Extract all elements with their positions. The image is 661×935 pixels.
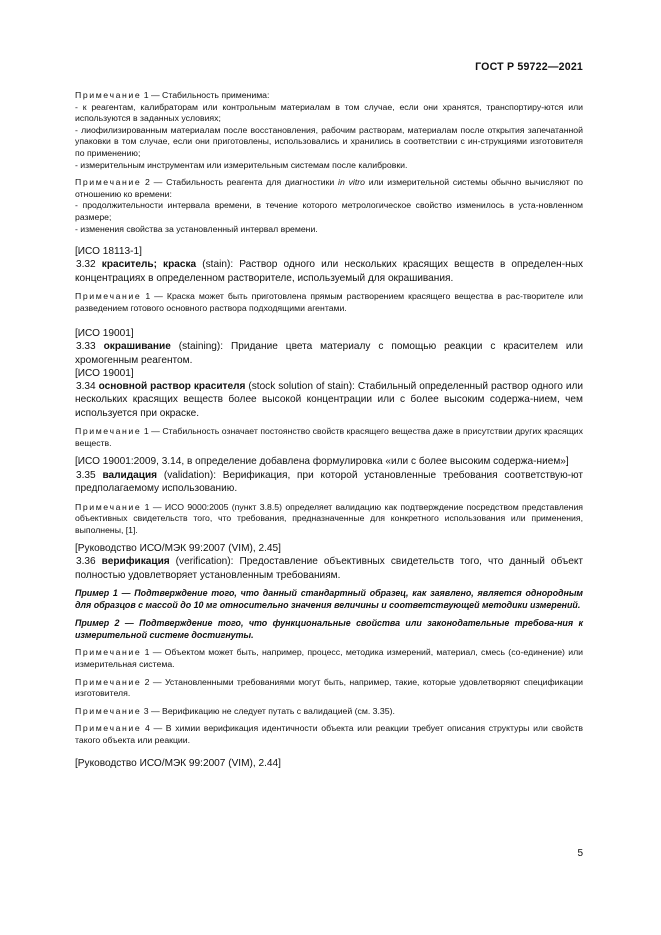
note-text bbox=[75, 647, 583, 670]
entry-number: 3.35 bbox=[76, 469, 96, 481]
note-3-35 bbox=[75, 502, 583, 537]
note-3-36-1 bbox=[75, 647, 583, 670]
entry-number: 3.33 bbox=[76, 341, 96, 353]
example-2: Пример 2 — Подтверждение того, что функциональные свойства или законодательные требова-ния к измерительной системе достигнуты. bbox=[75, 617, 583, 640]
page-content bbox=[75, 90, 583, 770]
entry-definition: (stain): Раствор одного или нескольких красящих веществ в определен-ных концентрациях в определенном растворителе, используемый для окрашивания. bbox=[75, 259, 583, 284]
note-label: Примечание bbox=[75, 723, 142, 734]
note-3-36-2 bbox=[75, 677, 583, 700]
note-label: Примечание bbox=[75, 501, 142, 512]
entry-term: валидация bbox=[102, 469, 158, 481]
example-1: Пример 1 — Подтверждение того, что данный стандартный образец, как заявлено, является однородным для образцов с массой до 10 мг относительно значения величины и соответствующей методики измерений. bbox=[75, 588, 583, 610]
note-line: - измерительным инструментам или измерительным системам после калибровки. bbox=[75, 159, 408, 170]
entry-definition: (validation): Верификация, при которой установленные требования соответствую-ют предполагаемому использованию. bbox=[75, 469, 583, 495]
note-line: - изменения свойства за установленный интервал времени. bbox=[75, 223, 318, 234]
note-body: 1 — Краска может быть приготовлена прямым растворением красящего вещества в рас-творителе или разведением готового основного раствора подходящими агентами. bbox=[75, 290, 583, 313]
note-text bbox=[75, 677, 583, 700]
note-3-32 bbox=[75, 291, 583, 314]
entry-definition: (stock solution of stain): Стабильный определенный раствор одного или нескольких красящих веществ более высокой концентрации или с более высоким содержа-нием, чем используется при окраске. bbox=[75, 380, 583, 419]
note-heading bbox=[75, 177, 583, 200]
reference: [ИСО 19001] bbox=[75, 367, 134, 379]
entry-number: 3.34 bbox=[76, 380, 96, 392]
note-3-36-4 bbox=[75, 723, 583, 746]
note-label: Примечание bbox=[75, 647, 142, 658]
note-body: 1 — ИСО 9000:2005 (пункт 3.8.5) определяет валидацию как подтверждение посредством представления объективных свидетельств того, что требования, предназначенные для конкретного использования или применения, выполнены, [1]. bbox=[75, 501, 583, 535]
reference: [ИСО 18113-1] bbox=[75, 246, 142, 258]
note-text bbox=[75, 502, 583, 537]
note-text bbox=[75, 723, 583, 746]
note-body: 1 — Стабильность означает постоянство свойств красящего вещества даже в присутствии других красящих веществ. bbox=[75, 426, 583, 448]
entry-definition: (staining): Придание цвета материалу с помощью реакции с красителем или хромогенным реагентом. bbox=[75, 341, 583, 366]
note-body: 4 — В химии верификация идентичности объекта или реакции требует описания структуры или свойств такого объекта или реакции. bbox=[75, 723, 583, 745]
note-label: Примечание bbox=[75, 290, 142, 301]
note-heading-text: или измерительной системы обычно вычисляют по отношению ко времени: bbox=[75, 177, 583, 199]
entry-number: 3.32 bbox=[76, 259, 96, 271]
note-line: - лиофилизированным материалам после восстановления, рабочим растворам, материалам после открытия запечатанной упаковки в том случае, если они приготовлены, использовались и хранились в соответствии с ин-струкциями изготовителя по применению; bbox=[75, 124, 583, 158]
entry-term: основной раствор красителя bbox=[98, 380, 246, 392]
entry-term: окрашивание bbox=[103, 341, 171, 353]
entry-3-34 bbox=[75, 380, 583, 420]
note-stability-2 bbox=[75, 177, 583, 235]
reference: [Руководство ИСО/МЭК 99:2007 (VIM), 2.44] bbox=[75, 757, 281, 769]
note-body: 2 — Установленными требованиями могут быть, например, такие, которые удовлетворяют спецификации изготовителя. bbox=[75, 676, 583, 699]
standard-code: ГОСТ Р 59722—2021 bbox=[475, 61, 583, 73]
note-body: 3 — Верификацию не следует путать с валидацией (см. 3.35). bbox=[141, 705, 395, 716]
entry-number: 3.36 bbox=[76, 556, 96, 568]
entry-definition: (verification): Предоставление объективных свидетельств того, что данный объект полностью удовлетворяет установленным требованиям. bbox=[75, 556, 583, 581]
note-line: - продолжительности интервала времени, в течение которого метрологическое свойство изменилось в уста-новленном размере; bbox=[75, 200, 583, 222]
note-label: Примечание bbox=[75, 676, 142, 687]
note-label: Примечание bbox=[75, 426, 142, 437]
entry-term: краситель; краска bbox=[101, 259, 197, 271]
note-text bbox=[75, 291, 583, 314]
note-3-36-3 bbox=[75, 706, 583, 718]
entry-3-36 bbox=[75, 555, 583, 582]
reference-extended: [ИСО 19001:2009, 3.14, в определение добавлена формулировка «или с более высоким содержа-нием»] bbox=[75, 456, 569, 468]
note-label: Примечание bbox=[75, 90, 142, 100]
note-line: - к реагентам, калибраторам или контрольным материалам в том случае, если они хранятся, транспортиру-ются или используются в заданных условиях; bbox=[75, 101, 583, 124]
note-heading-italic: in vitro bbox=[338, 177, 365, 188]
note-text bbox=[75, 426, 583, 449]
entry-3-32 bbox=[75, 258, 583, 285]
note-label: Примечание bbox=[75, 705, 142, 716]
entry-term: верификация bbox=[101, 556, 170, 568]
page-number: 5 bbox=[577, 848, 583, 859]
note-heading bbox=[75, 90, 583, 102]
note-heading-text: 2 — Стабильность реагента для диагностики bbox=[141, 177, 339, 188]
note-text bbox=[75, 706, 583, 718]
note-body: 1 — Объектом может быть, например, процесс, методика измерений, материал, смесь (со-единение) или измерительная система. bbox=[75, 647, 583, 669]
note-heading-text: 1 — Стабильность применима: bbox=[141, 90, 270, 100]
entry-3-35 bbox=[75, 469, 583, 496]
reference: [ИСО 19001] bbox=[75, 328, 134, 340]
entry-3-33 bbox=[75, 340, 583, 367]
reference: [Руководство ИСО/МЭК 99:2007 (VIM), 2.45] bbox=[75, 543, 281, 555]
note-label: Примечание bbox=[75, 177, 142, 188]
note-stability-1 bbox=[75, 90, 583, 171]
note-3-34 bbox=[75, 426, 583, 449]
